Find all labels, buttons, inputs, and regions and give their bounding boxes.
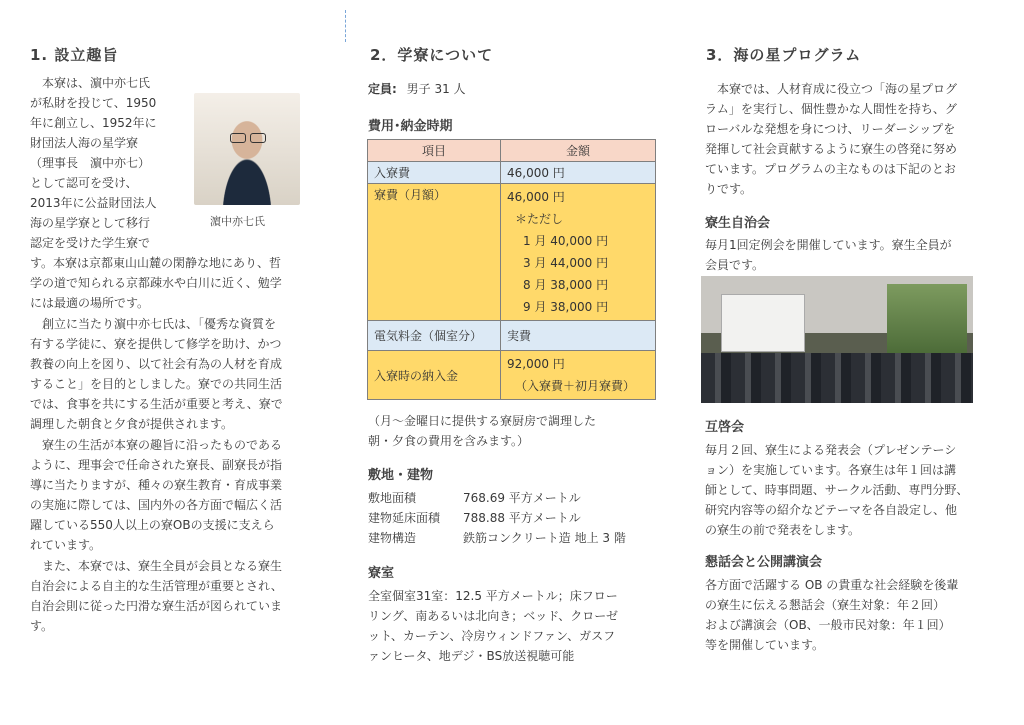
keikei-text: 毎月２回、寮生による発表会（プレゼンテーシ ョン）を実施しています。各寮生は年１回は講 師として、時事問題、サークル活動、専門分野、 研究内容等の紹介などテーマを各自設定し、他 の寮生の前で発表をします。 <box>705 443 969 537</box>
site-info: 敷地面積 768.69 平方メートル 建物延床面積 788.88 平方メートル 建物構造 鉄筋コンクリート造 地上 3 階 <box>368 491 626 545</box>
table-row: 入寮費 46,000 円 <box>368 162 656 184</box>
fee-heading: 費用･納金時期 <box>368 119 453 134</box>
founding-paragraph-2: 創立に当たり濵中亦七氏は、「優秀な資質を 有する学徒に、寮を提供して修学を助け、かつ 教養の向上を図り、以て社会有為の人材を育成 すること」を目的としました。寮での共同生活 では、食事を共にする生活が重要と考え、寮で 調理した朝食と夕食が提供されます。 <box>30 317 283 431</box>
site-heading: 敷地・建物 <box>368 468 434 483</box>
table-row: 入寮時の納入金 92,000 円 （入寮費＋初月寮費） <box>368 351 656 400</box>
fee-table <box>367 139 656 400</box>
section-title-dormitory: 2．学寮について <box>370 46 494 64</box>
founding-intro: 本寮は、濵中亦七氏 が私財を投じて、1950 年に創立し、1952年に 財団法人海の星学寮 （理事長 濵中亦七） として認可を受け、 2013年に公益財団法人 海の星学寮として移行 認定を受けた学生寮で <box>30 76 157 250</box>
talk-heading: 懇話会と公開講演会 <box>705 555 823 570</box>
fee-note: （月～金曜日に提供する寮厨房で調理した 朝・夕食の費用を含みます。） <box>368 414 597 448</box>
capacity: 定員: 男子 31 人 <box>368 82 466 96</box>
table-row: 寮費（月額） 46,000 円 ＊ただし 1 月 40,000 円 3 月 44,000 円 8 月 38,000 円 9 月 38,000 円 <box>368 184 656 321</box>
founding-paragraph-3: 寮生の生活が本寮の趣旨に沿ったものである ように、理事会で任命された寮長、副寮長が指 導に当たりますが、種々の寮生教育・育成事業 の実施に際しては、国内外の各方面で幅広く活 躍している550人以上の寮OBの支援に支えら れています。 <box>30 438 283 552</box>
table-row: 電気料金（個室分） 実費 <box>368 321 656 351</box>
room-heading: 寮室 <box>368 566 395 581</box>
fee-header-amount: 金額 <box>501 140 656 162</box>
talk-text: 各方面で活躍する OB の貴重な社会経験を後輩 の寮生に伝える懇話会（寮生対象：年２回） および講演会（OB、一般市民対象：年１回） 等を開催しています。 <box>705 578 959 652</box>
council-text: 毎月1回定例会を開催しています。寮生全員が 会員です。 <box>705 238 952 272</box>
keikei-heading: 互啓会 <box>705 420 745 435</box>
founder-portrait <box>194 93 300 205</box>
room-description: 全室個室31室：12.5 平方メートル；床フロー リング、南あるいは北向き；ベッド、クローゼ ット、カーテン、冷房ウィンドファン、ガスフ ァンヒータ、地デジ・BS放送視聴可能 <box>368 589 618 663</box>
council-heading: 寮生自治会 <box>705 216 771 231</box>
founding-intro-continued: す。本寮は京都東山山麓の閑静な地にあり、哲 学の道で知られる京都疎水や白川に近く、勉学 には最適の場所です。 <box>30 256 282 310</box>
portrait-caption: 濵中亦七氏 <box>210 215 265 228</box>
section-title-founding: 1. 設立趣旨 <box>30 46 119 64</box>
fold-guide <box>345 10 346 42</box>
program-intro: 本寮では、人材育成に役立つ「海の星プログ ラム」を実行し、個性豊かな人間性を持ち、グ ローバルな発想を身につけ、リーダーシップを 発揮して社会貢献するように寮生の啓発に努め ています。プログラムの主なものは下記のとお りです。 <box>705 82 958 196</box>
founding-paragraph-4: また、本寮では、寮生全員が会員となる寮生 自治会による自主的な生活管理が重要とされ、 自治会則に従った円滑な寮生活が図られていま す。 <box>30 559 283 633</box>
fee-header-item: 項目 <box>368 140 501 162</box>
section-title-program: 3．海の星プログラム <box>706 46 862 64</box>
meeting-photo <box>701 276 973 403</box>
